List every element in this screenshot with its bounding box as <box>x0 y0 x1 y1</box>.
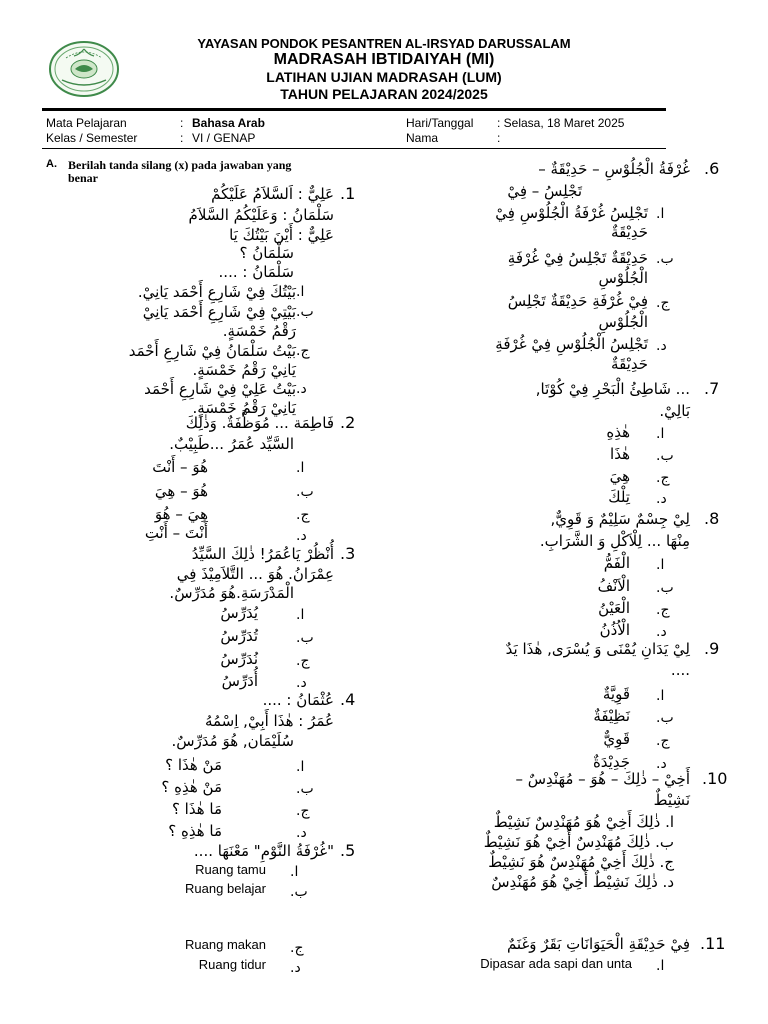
q3-option-b-letter: .ب <box>296 630 314 646</box>
q9-option-d[interactable]: جَدِيْدَةٌ <box>592 753 630 771</box>
q7-option-b-letter: .ب <box>656 448 674 464</box>
q6-option-b-line2[interactable]: الْجُلُوْسِ <box>598 269 648 287</box>
q2-option-b[interactable]: هُوَ – هِيَ <box>154 482 208 500</box>
q10-option-c[interactable]: ج. ذٰلِكَ أَخِيْ مُهَنْدِسٌ هُوَ نَشِيْطٌ <box>488 853 674 871</box>
q3-option-a[interactable]: يُدَرِّسُ <box>220 604 258 622</box>
q6-line1: غُرْفَةُ الْجُلُوْسِ – حَدِيْقَةٌ – <box>538 160 690 178</box>
q3-line2: عِمْرَانُ. هُوَ ... التَّلاَمِيْذَ فِي <box>176 565 334 583</box>
q8-option-b[interactable]: الْاَنْفُ <box>597 577 630 595</box>
q10-line2: نَشِيْطٌ <box>653 791 690 809</box>
q4-option-a[interactable]: مَنْ هٰذَا ؟ <box>165 756 222 774</box>
q10-option-b[interactable]: ب. ذٰلِكَ مُهَنْدِسٌ أَخِيْ هُوَ نَشِيْطٌ <box>483 833 674 851</box>
q4-option-b-letter: .ب <box>296 781 314 797</box>
q1-line4: سَلْمَانُ ؟ <box>239 244 294 262</box>
q3-option-d[interactable]: أُدَرِّسُ <box>221 672 258 690</box>
q1-line1: عَلِيٌّ : اَلسَّلاَمُ عَلَيْكُمْ <box>211 185 334 203</box>
q1-number: .1 <box>340 184 356 203</box>
q5-line1: "غُرْفَةُ النَّوْمِ" مَعْنَهَا .... <box>193 842 334 860</box>
q10-option-a[interactable]: ا. ذٰلِكَ أَخِيْ هُوَ مُهَنْدِسٌ نَشِيْطٌ <box>493 813 674 831</box>
q1-option-c-letter: .ج <box>296 343 310 359</box>
q1-option-a[interactable]: بَيْتُكَ فِيْ شَارِعِ أَحْمَد يَانِيْ. <box>137 283 296 301</box>
q4-line1: عُثْمَانُ : .... <box>262 691 334 709</box>
q3-line1: أُنْظُرْ يَاعُمَرُ! ذٰلِكَ السَّيِّدُ <box>191 545 334 563</box>
q5-number: .5 <box>340 841 356 860</box>
q8-option-d[interactable]: الْاُذُنُ <box>599 621 630 639</box>
q1-line2: سَلْمَانُ : وَعَلَيْكُمُ السَّلاَمُ <box>188 206 334 224</box>
q2-number: .2 <box>340 413 356 432</box>
q2-option-c[interactable]: هِيَ – هُوَ <box>154 505 208 523</box>
q9-option-a-letter: .ا <box>656 688 665 704</box>
class-colon: : <box>180 131 184 145</box>
q9-line1: لِيْ يَدَانِ يُمْنَى وَ يُسْرَى, هٰذَا يَدٌ <box>505 640 690 658</box>
q2-option-b-letter: .ب <box>296 484 314 500</box>
q1-option-c-line1[interactable]: بَيْتُ سَلْمَانُ فِيْ شَارِعِ أَحْمَد <box>128 342 296 360</box>
q7-option-a-letter: .ا <box>656 426 665 442</box>
q6-line2: تَجْلِسُ – فِيْ <box>507 182 582 200</box>
q2-option-a[interactable]: هُوَ – أَنْتَ <box>152 458 208 476</box>
q2-option-d[interactable]: أَنْتَ – أَنْتِ <box>144 524 208 542</box>
q4-number: .4 <box>340 690 356 709</box>
header-divider-thick <box>42 108 666 111</box>
q6-option-d-letter: .د <box>656 338 667 354</box>
q8-line1: لِيْ جِسْمٌ سَلِيْمٌ وَ قَوِيٌّ, <box>550 510 690 528</box>
q1-option-a-letter: .ا <box>296 284 305 300</box>
q8-line2: مِنْهَا ... لِلْاَكْلِ وَ الشَّرَابِ. <box>539 532 690 550</box>
q9-option-c-letter: .ج <box>656 733 670 749</box>
q5-option-c-letter: .ج <box>290 940 304 956</box>
q6-option-c-letter: .ج <box>656 295 670 311</box>
q9-option-d-letter: .د <box>656 756 667 772</box>
q8-option-d-letter: .د <box>656 624 667 640</box>
q6-option-a-line2[interactable]: حَدِيْقَةٌ <box>611 223 648 241</box>
q1-option-c-line2[interactable]: يَانِيْ رَقْمُ خَمْسَةٍ. <box>192 361 296 379</box>
q8-option-c-letter: .ج <box>656 602 670 618</box>
q11-number: .11 <box>700 934 726 953</box>
q9-option-b[interactable]: نَظِيْفَةٌ <box>593 707 630 725</box>
q2-line2: السَّيِّد عُمَرُ ...طَبِيْبٌ. <box>169 435 294 453</box>
q1-option-d-line1[interactable]: بَيْتُ عَلِيْ فِيْ شَارِعِ أَحْمَد <box>144 380 296 398</box>
q7-number: .7 <box>704 379 720 398</box>
q2-option-c-letter: .ج <box>296 507 310 523</box>
q6-number: .6 <box>704 159 720 178</box>
q3-option-d-letter: .د <box>296 675 307 691</box>
q4-option-c-letter: .ج <box>296 803 310 819</box>
q4-line3: سُلَيْمَان, هُوَ مُدَرِّسٌ. <box>171 732 294 750</box>
subject-colon: : <box>180 116 184 130</box>
q1-option-d-line2[interactable]: يَانِيْ رَقْمُ خَمْسَةٍ. <box>192 399 296 417</box>
q9-option-b-letter: .ب <box>656 710 674 726</box>
q7-option-d[interactable]: تِلْكَ <box>608 488 630 506</box>
q7-option-d-letter: .د <box>656 491 667 507</box>
q6-option-b-line1[interactable]: حَدِيْقَةٌ تَجْلِسُ فِيْ غُرْفَةِ <box>507 249 648 267</box>
q11-option-a-letter: .ا <box>656 958 665 974</box>
q10-option-d[interactable]: د. ذٰلِكَ نَشِيْطٌ أَخِيْ هُوَ مُهَنْدِسٌ <box>491 873 674 891</box>
q1-option-d-letter: .د <box>296 381 307 397</box>
q8-number: .8 <box>704 509 720 528</box>
q9-number: .9 <box>704 639 720 658</box>
q7-option-c[interactable]: هِيَ <box>609 467 630 485</box>
school-title: MADRASAH IBTIDAIYAH (MI) <box>273 51 495 68</box>
q10-line1: أَخِيْ – ذٰلِكَ – هُوَ – مُهَنْدِسٌ – <box>515 770 690 788</box>
q7-option-b[interactable]: هٰذَا <box>610 445 630 463</box>
q6-option-a-letter: .ا <box>656 206 665 222</box>
q7-option-a[interactable]: هٰذِهِ <box>606 423 630 441</box>
day-value: : Selasa, 18 Maret 2025 <box>497 116 625 130</box>
q6-option-c-line1[interactable]: فِيْ غُرْفَةِ حَدِيْقَةٌ تَجْلِسُ <box>507 292 648 310</box>
q5-option-b-letter: .ب <box>290 884 308 900</box>
q7-line1: ... شَاطِئُ الْبَحْرِ فِيْ كُوْتَا, <box>535 380 690 398</box>
q7-line2: بَالِيْ. <box>659 402 690 420</box>
q4-option-c[interactable]: مَا هٰذَا ؟ <box>171 800 222 818</box>
subject-label: Mata Pelajaran <box>46 116 127 130</box>
q5-option-b[interactable]: Ruang belajar <box>185 881 266 896</box>
q6-option-d-line1[interactable]: تَجْلِسُ الْجُلُوْسِ فِيْ غُرْفَةِ <box>495 335 648 353</box>
q3-option-c-letter: .ج <box>296 653 310 669</box>
q8-option-a-letter: .ا <box>656 557 665 573</box>
q1-line3: عَلِيٌّ : أَيْنَ بَيْتُكَ يَا <box>229 226 334 244</box>
header-divider-thin <box>42 148 666 149</box>
q3-option-b[interactable]: تُدَرِّسُ <box>220 627 258 645</box>
q11-line1: فِيْ حَدِيْقَةِ الْحَيَوَانَاتِ بَقَرٌ وَغَنَمٌ <box>506 935 690 953</box>
q3-number: .3 <box>340 544 356 563</box>
section-instruction-line2: benar <box>68 171 98 185</box>
q5-option-d[interactable]: Ruang tidur <box>198 957 266 972</box>
q3-option-a-letter: .ا <box>296 607 305 623</box>
q1-option-b-line2[interactable]: رَقْمُ خَمْسَةٍ. <box>222 322 296 340</box>
q1-line5: سَلْمَانُ : .... <box>218 263 294 281</box>
q11-option-a[interactable]: Dipasar ada sapi dan unta <box>480 956 632 971</box>
q4-option-b[interactable]: مَنْ هٰذِهِ ؟ <box>161 778 222 796</box>
q5-option-d-letter: .د <box>290 960 301 976</box>
q5-option-a-letter: .ا <box>290 864 299 880</box>
q6-option-a-line1[interactable]: تَجْلِسُ غُرْفَةُ الْجُلُوْسِ فِيْ <box>495 204 648 222</box>
q4-option-d[interactable]: مَا هٰذِهِ ؟ <box>168 822 222 840</box>
q8-option-b-letter: .ب <box>656 580 674 596</box>
exam-title: LATIHAN UJIAN MADRASAH (LUM) <box>266 69 502 85</box>
q10-number: .10 <box>702 769 728 788</box>
q4-option-d-letter: .د <box>296 825 307 841</box>
day-label: Hari/Tanggal <box>406 116 474 130</box>
q8-option-a[interactable]: الْفَمُّ <box>603 554 630 572</box>
section-letter: A. <box>46 158 57 170</box>
section-instruction-line1: Berilah tanda silang (x) pada jawaban yang <box>68 158 292 172</box>
name-label: Nama <box>406 131 439 145</box>
q5-option-c[interactable]: Ruang makan <box>185 937 266 952</box>
q9-option-a[interactable]: قَوِيَّةٌ <box>602 685 630 703</box>
q1-option-b-letter: .ب <box>296 304 314 320</box>
class-label: Kelas / Semester <box>46 131 138 145</box>
class-value: VI / GENAP <box>192 131 256 145</box>
q1-option-b-line1[interactable]: بَيْتِيْ فِيْ شَارِعِ أَحْمَد يَانِيْ <box>142 303 296 321</box>
q9-option-c[interactable]: قَوِيٌّ <box>603 730 630 748</box>
q2-option-d-letter: .د <box>296 528 307 544</box>
q6-option-b-letter: .ب <box>656 251 674 267</box>
year-title: TAHUN PELAJARAN 2024/2025 <box>280 86 488 102</box>
q6-option-d-line2[interactable]: حَدِيْقَةٌ <box>611 355 648 373</box>
q6-option-c-line2[interactable]: الْجُلُوْسِ <box>598 313 648 331</box>
subject-value: Bahasa Arab <box>192 116 265 130</box>
q4-line2: عُمَرُ : هٰذَا أَبِيْ, اِسْمُهُ <box>204 712 334 730</box>
q9-line2: .... <box>670 661 690 679</box>
q4-option-a-letter: .ا <box>296 759 305 775</box>
q7-option-c-letter: .ج <box>656 470 670 486</box>
q2-line1: فَاطِمَة ... مُوَظَّفَةٌ. وَذٰلِكَ <box>185 414 334 432</box>
q8-option-c[interactable]: الْعَيْنُ <box>598 599 630 617</box>
foundation-title: YAYASAN PONDOK PESANTREN AL-IRSYAD DARUSSALAM <box>197 36 571 51</box>
q3-line3: الْمَدْرَسَةِ.هُوَ مُدَرِّسٌ. <box>169 584 294 602</box>
q2-option-a-letter: .ا <box>296 460 305 476</box>
name-field[interactable]: : <box>497 131 501 145</box>
q5-option-a[interactable]: Ruang tamu <box>195 862 266 877</box>
q3-option-c[interactable]: نُدَرِّسُ <box>220 650 258 668</box>
